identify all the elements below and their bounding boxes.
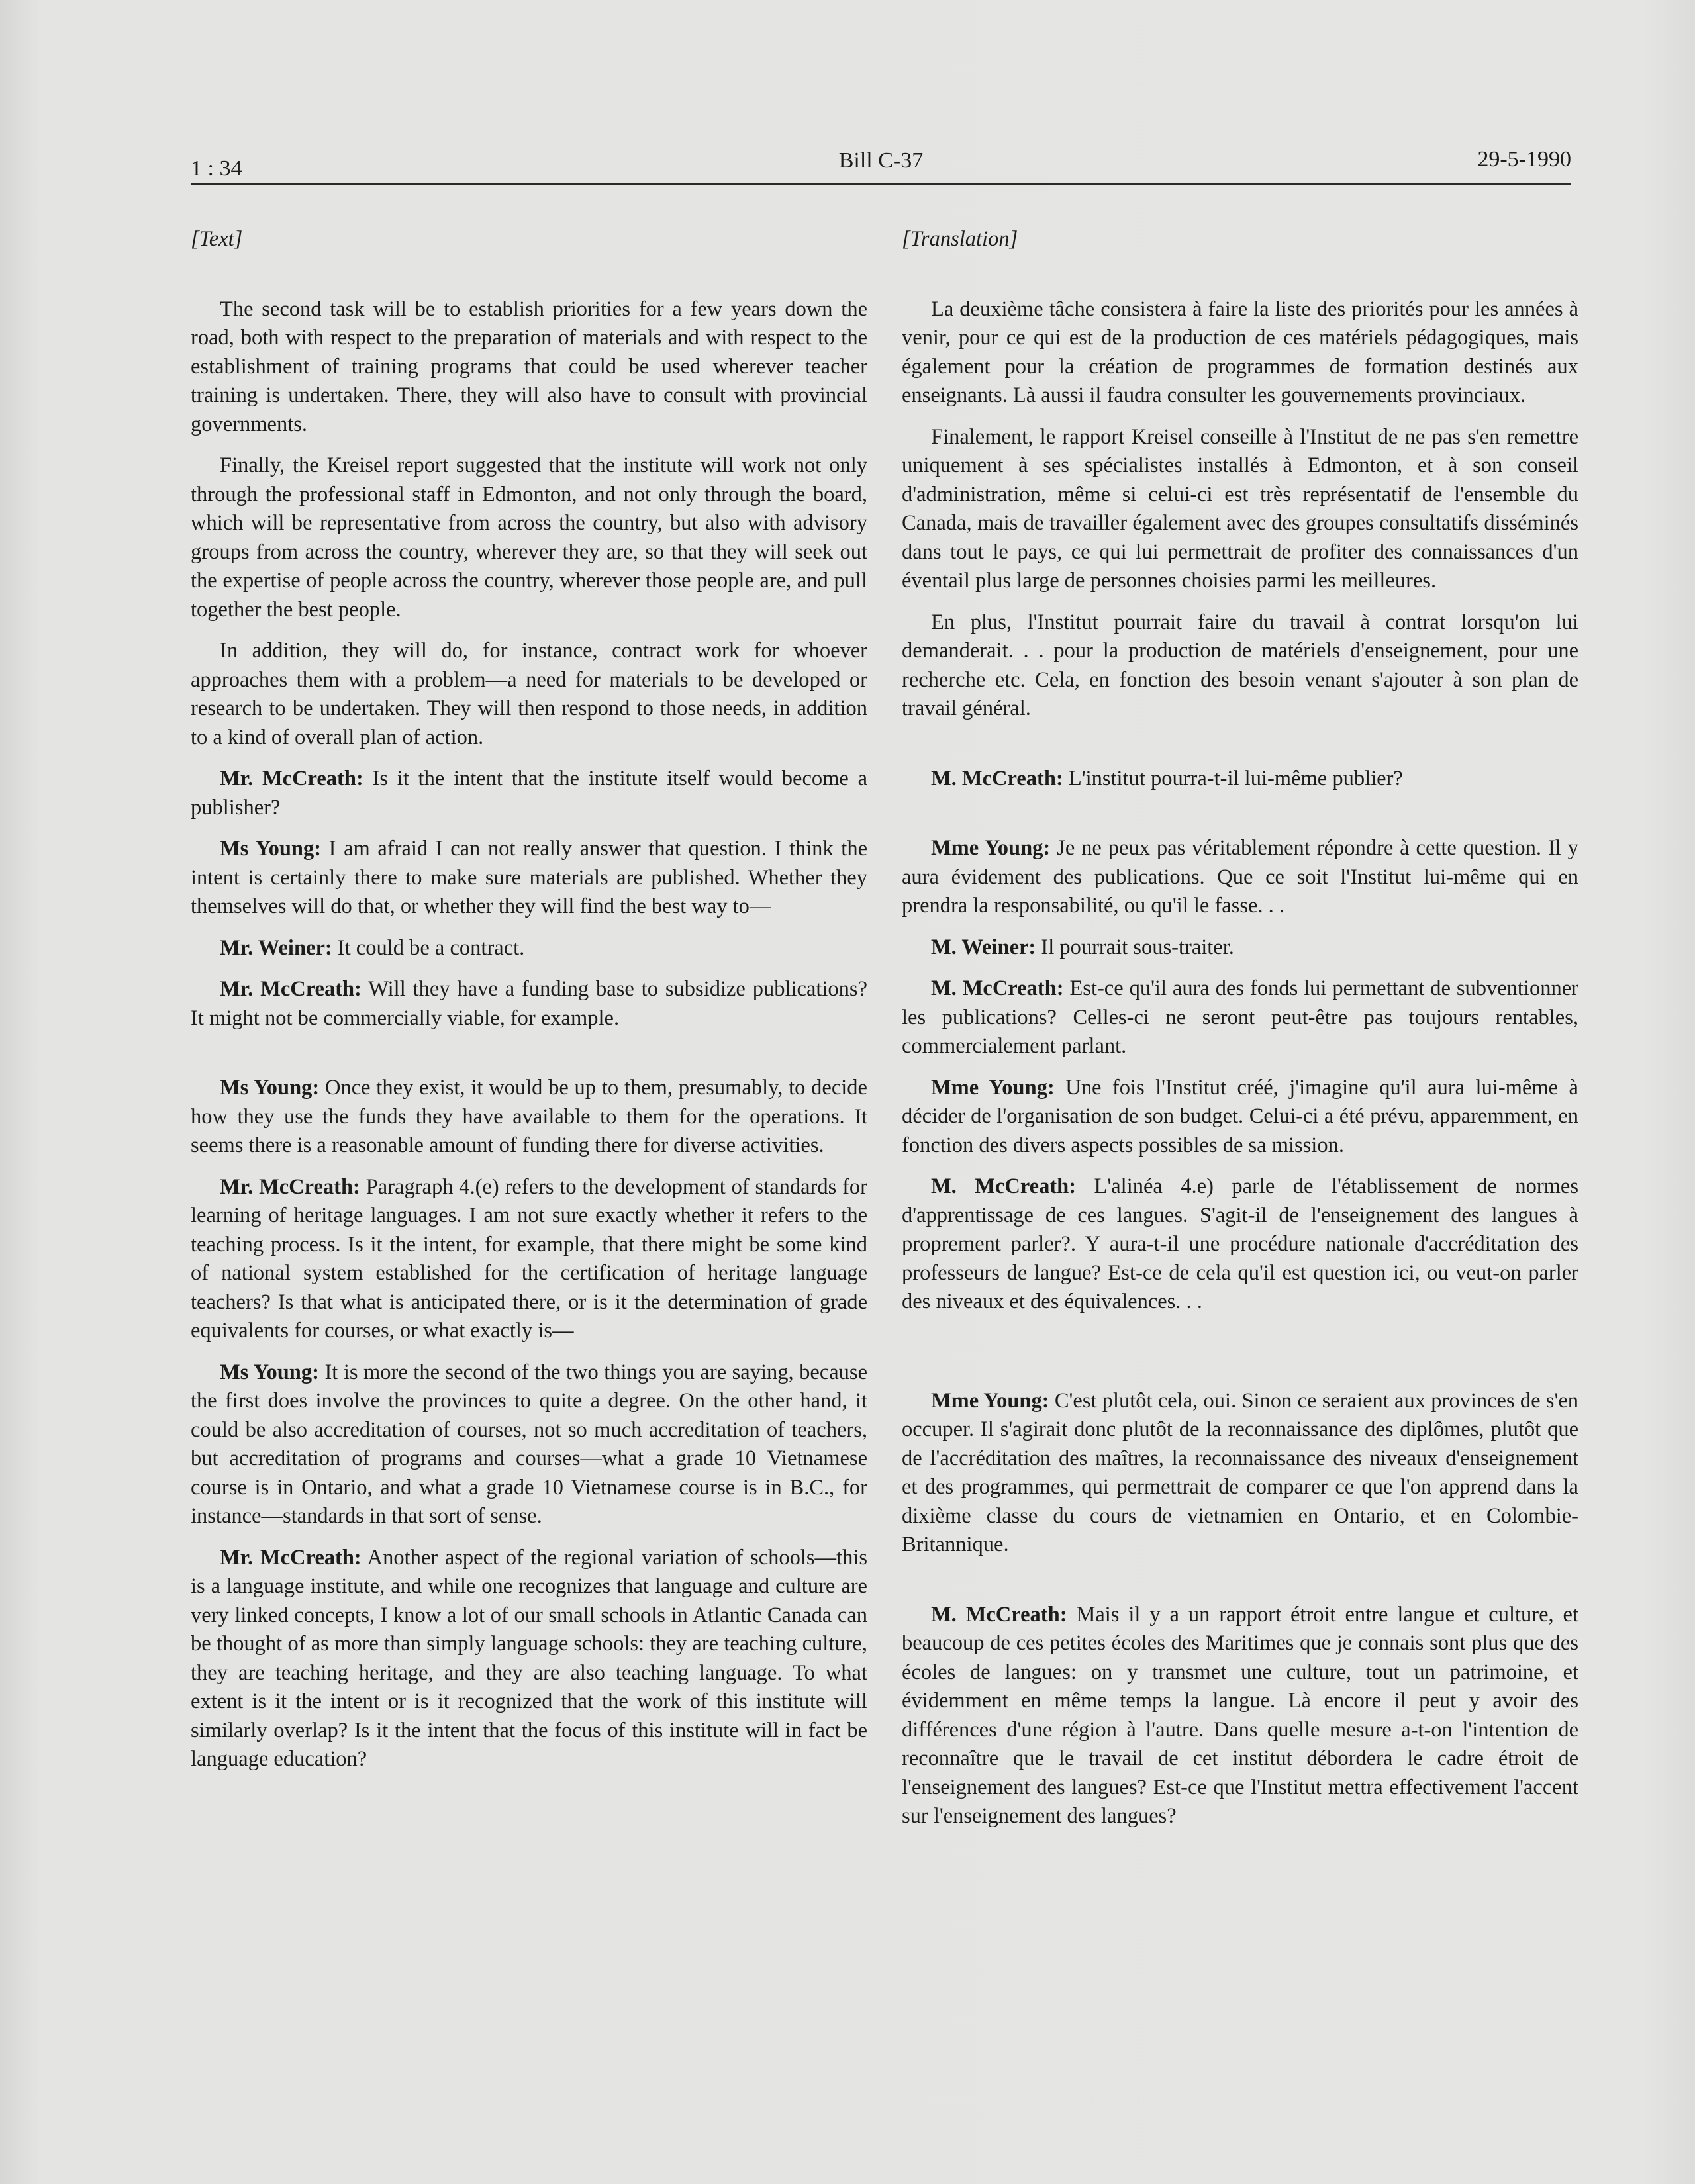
paragraph-text: En plus, l'Institut pourrait faire du travail à contrat lorsqu'on lui demanderait. . . pour la production de matériels d'enseignement, pour une recherche etc. Cela, en fonction des besoin venant s'ajouter à son plan de travail général. [902, 610, 1578, 720]
paragraph-text: Will they have a funding base to subsidize publications? It might not be commercially viable, for example. [191, 977, 868, 1030]
paragraph-text: Est-ce qu'il aura des fonds lui permettant de subventionner les publications? Celles-ci ne seront peut-être pas toujours rentables, commercialement parlant. [902, 976, 1578, 1058]
paragraph-text: I am afraid I can not really answer that question. I think the intent is certainly there to make sure materials are published. Whether they themselves will do that, or whether they will find the best way to— [191, 837, 867, 918]
paragraph [902, 933, 1578, 963]
speaker: Mme Young: [931, 836, 1051, 860]
paragraph-text: Finalement, le rapport Kreisel conseille à l'Institut de ne pas s'en remettre uniquement à ses spécialistes installés à Edmonton, et à son conseil d'administration, même si celui-ci est très représentatif de l'ensemble du Canada, mais de travailler également avec des groupes consultatifs disséminés dans tout le pays, ce qui lui permettrait de profiter des connaissances d'un éventail plus large de personnes choisies parmi les meilleures. [902, 424, 1578, 593]
paragraph-text: Paragraph 4.(e) refers to the development of standards for learning of heritage languages. I am not sure exactly whether it refers to the teaching process. Is it the intent, for example, that there might be some kind of national system established for the certification of heritage language teachers? Is that what is anticipated there, or is it the determination of grade equivalents for courses, or what exactly is— [191, 1174, 867, 1343]
speaker: M. McCreath: [931, 976, 1064, 1000]
page-number: 1 : 34 [191, 156, 242, 181]
paragraph [902, 295, 1578, 410]
paragraph-text: Mais il y a un rapport étroit entre langue et culture, et beaucoup de ces petites écoles des Maritimes que je connais sont plus que des écoles de langues: on y transmet une culture, tout un patrimoine, et évidemment en même temps la langue. Là encore il peut y avoir des différences d'une région à l'autre. Dans quelle mesure a-t-on l'intention de reconnaître que le travail de cet institut débordera le cadre étroit de l'enseignement des langues? Est-ce que l'Institut mettra effectivement l'accent sur l'enseignement des langues? [902, 1602, 1578, 1828]
paragraph [191, 1358, 867, 1531]
paragraph-text: L'institut pourra-t-il lui-même publier? [1063, 766, 1403, 790]
paragraph-text: It is more the second of the two things you are saying, because the first does involve the provinces to quite a degree. On the other hand, it could be also accreditation of courses, not so much accreditation of teachers, but accreditation of programs and courses—what a grade 10 Vietnamese course is in Ontario, and what a grade 10 Vietnamese course is in B.C., for instance—standards in that sort of sense. [191, 1360, 867, 1528]
paragraph [191, 637, 867, 752]
paragraph [902, 1074, 1578, 1161]
speaker: Mme Young: [931, 1075, 1055, 1100]
speaker: Mr. McCreath: [220, 977, 362, 1001]
paragraph [191, 765, 867, 822]
speaker: Mr. McCreath: [220, 1545, 362, 1570]
paragraph [902, 1601, 1578, 1831]
paragraph [191, 1173, 867, 1346]
speaker: M. McCreath: [931, 1174, 1077, 1198]
speaker: M. McCreath: [931, 1602, 1067, 1627]
paragraph [191, 975, 867, 1033]
speaker: Mme Young: [931, 1388, 1049, 1413]
paragraph [191, 451, 867, 624]
header-rule [191, 183, 1571, 185]
paragraph [191, 1074, 867, 1161]
speaker: Mr. McCreath: [220, 1174, 360, 1199]
translation-tag: [Translation] [902, 227, 1018, 251]
paragraph [902, 974, 1578, 1061]
paragraph-text: Once they exist, it would be up to them, presumably, to decide how they use the funds they have available to them for the operations. It seems there is a reasonable amount of funding there for diverse activities. [191, 1076, 867, 1157]
paragraph [902, 608, 1578, 724]
english-column [191, 225, 867, 1787]
document-title: Bill C-37 [838, 148, 924, 173]
paragraph-text: C'est plutôt cela, oui. Sinon ce seraient aux provinces de s'en occuper. Il s'agirait donc plutôt de la reconnaissance des diplômes, plutôt que de l'accréditation des maîtres, la reconnaissance des niveaux d'enseignement et des programmes, qui permettrait de comparer ce que l'on apprend dans la dixième classe du cours de vietnamien en Ontario, et en Colombie-Britannique. [902, 1388, 1578, 1556]
paragraph [902, 423, 1578, 596]
paragraph-text: In addition, they will do, for instance, contract work for whoever approaches them with a problem—a need for materials to be developed or research to be undertaken. They will then respond to those needs, in addition to a kind of overall plan of action. [191, 639, 867, 749]
french-column [902, 225, 1578, 1844]
speaker: Ms Young: [220, 837, 322, 861]
paragraph [902, 1172, 1578, 1317]
paragraph-text: Is it the intent that the institute itself would become a publisher? [191, 767, 868, 820]
paragraph [191, 295, 867, 440]
speaker: Ms Young: [220, 1360, 319, 1384]
paragraph [191, 1544, 867, 1774]
paragraph [191, 835, 867, 922]
speaker: Mr. Weiner: [220, 935, 332, 960]
paragraph-text: La deuxième tâche consistera à faire la liste des priorités pour les années à venir, pour ce qui est de la production de ces matériels pédagogiques, mais également pour la création de programmes de formation destinés aux enseignants. Là aussi il faudra consulter les gouvernements provinciaux. [902, 297, 1578, 407]
speaker: M. Weiner: [931, 935, 1036, 959]
paragraph-text: Je ne peux pas véritablement répondre à cette question. Il y aura évidement des publications. Que ce soit l'Institut lui-même qui en prendra la responsabilité, ou qu'il le fasse. . . [902, 836, 1579, 918]
paragraph [902, 1387, 1578, 1560]
speaker: M. McCreath: [931, 766, 1063, 790]
paragraph-text: Another aspect of the regional variation of schools—this is a language institute, and while one recognizes that language and culture are very linked concepts, I know a lot of our small schools in Atlantic Canada can be thought of as more than simply language schools: they are teaching culture, they are teaching heritage, and they are also teaching language. To what extent is it the intent or is it recognized that the work of this institute will similarly overlap? Is it the intent that the focus of this institute will in fact be language education? [191, 1545, 867, 1771]
paragraph-text: Il pourrait sous-traiter. [1036, 935, 1234, 959]
paragraph-text: L'alinéa 4.e) parle de l'établissement de normes d'apprentissage de ces langues. S'agit-il de l'enseignement des langues à proprement parler?. Y aura-t-il une procédure nationale d'accréditation des professeurs de langue? Est-ce de cela qu'il est question ici, ou veut-on parler des niveaux et des équivalences. . . [902, 1174, 1579, 1313]
document-date: 29-5-1990 [1477, 147, 1571, 171]
paragraph-text: The second task will be to establish priorities for a few years down the road, both with respect to the preparation of materials and with respect to the establishment of training programs that could be used wherever teacher training is undertaken. There, they will also have to consult with provincial governments. [191, 297, 867, 436]
paragraph-text: It could be a contract. [332, 935, 525, 960]
text-tag: [Text] [191, 227, 243, 251]
speaker: Mr. McCreath: [220, 767, 363, 790]
page-header [191, 147, 1571, 187]
paragraph-text: Une fois l'Institut créé, j'imagine qu'il aura lui-même à décider de l'organisation de son budget. Celui-ci a été prévu, apparemment, en fonction des divers aspects possibles de sa mission. [902, 1075, 1578, 1157]
speaker: Ms Young: [220, 1076, 320, 1100]
paragraph-text: Finally, the Kreisel report suggested that the institute will work not only through the professional staff in Edmonton, and not only through the board, which will be representative from across the country, but also with advisory groups from across the country, wherever they are, so that they will seek out the expertise of people across the country, wherever those people are, and pull together the best people. [191, 453, 867, 622]
paragraph [902, 834, 1578, 921]
paragraph [902, 765, 1578, 794]
paragraph [191, 934, 867, 963]
